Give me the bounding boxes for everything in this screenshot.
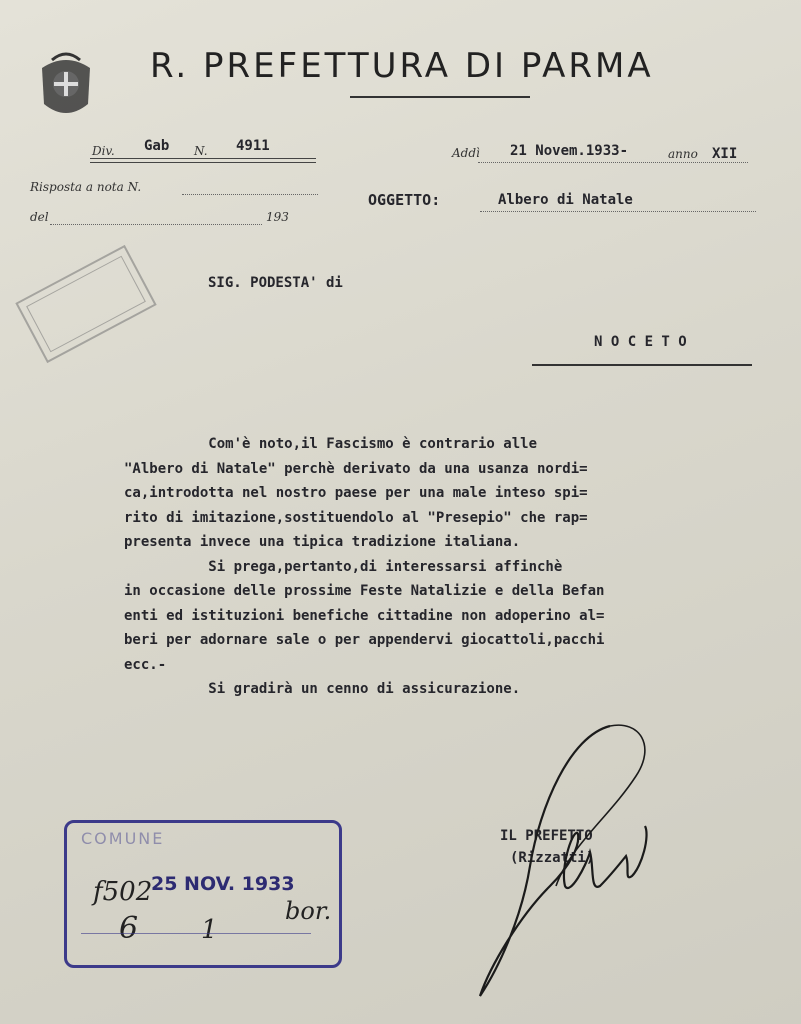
oggetto-value: Albero di Natale [498,192,633,208]
body-line: Si prega,pertanto,di interessarsi affinchè [124,558,563,575]
del-label: del [30,210,49,224]
stamp-line [81,933,311,934]
divider-line [90,162,316,163]
del-dotted-line [50,224,262,225]
body-line: presenta invece una tipica tradizione italiana. [124,534,521,550]
stamp-comune-text: COMUNE [81,829,165,848]
oggetto-label: OGGETTO: [368,191,441,209]
body-line: ca,introdotta nel nostro paese per una male inteso spi= [124,485,588,501]
div-value: Gab [144,138,170,154]
town-underline [532,364,752,366]
page-title: R. PREFETTURA DI PARMA [150,46,654,86]
body-line: in occasione delle prossime Feste Natalizie e della Befan [124,583,605,599]
recipient-salutation: SIG. PODESTA' di [208,275,343,291]
body-line: beri per adornare sale o per appendervi giocattoli,pacchi [124,632,605,648]
risposta-label: Risposta a nota N. [30,180,142,194]
letter-date: 21 Novem.1933- [510,143,629,159]
fascist-year: XII [712,146,738,162]
archive-stamp [64,820,342,968]
body-line: Si gradirà un cenno di assicurazione. [124,681,521,697]
signatory-name: (Rizzatti) [510,850,595,866]
body-line: "Albero di Natale" perchè derivato da una usanza nordi= [124,460,588,477]
royal-crest-icon [30,48,102,124]
stamp-note: bor. [285,897,332,925]
year-suffix: 193 [266,210,289,224]
title-underline [350,96,530,98]
handwritten-signature [460,716,660,1006]
number-label: N. [194,144,208,158]
body-line: ecc.- [124,656,167,673]
risposta-dotted-line [182,194,318,195]
signatory-title: IL PREFETTO [500,828,593,844]
date-dotted-line [478,162,748,163]
stamp-protocol: f502 [93,877,153,907]
anno-label: anno [668,147,698,161]
stamp-class: 1 [201,915,218,945]
recipient-town: N O C E T O [594,334,687,350]
stamp-date: 25 NOV. 1933 [151,873,295,895]
addi-label: Addì [452,146,480,160]
body-line: Com'è noto,il Fascismo è contrario alle [124,436,538,452]
div-label: Div. [92,144,115,158]
body-line: rito di imitazione,sostituendolo al "Presepio" che rap= [124,509,588,526]
stamp-category: 6 [119,911,139,946]
letter-body [124,432,764,702]
oggetto-dotted-line [480,211,756,212]
body-line: enti ed istituzioni benefiche cittadine non adoperino al= [124,607,605,624]
divider-line [90,158,316,159]
protocol-number: 4911 [236,138,270,154]
faded-stamp [15,245,156,363]
